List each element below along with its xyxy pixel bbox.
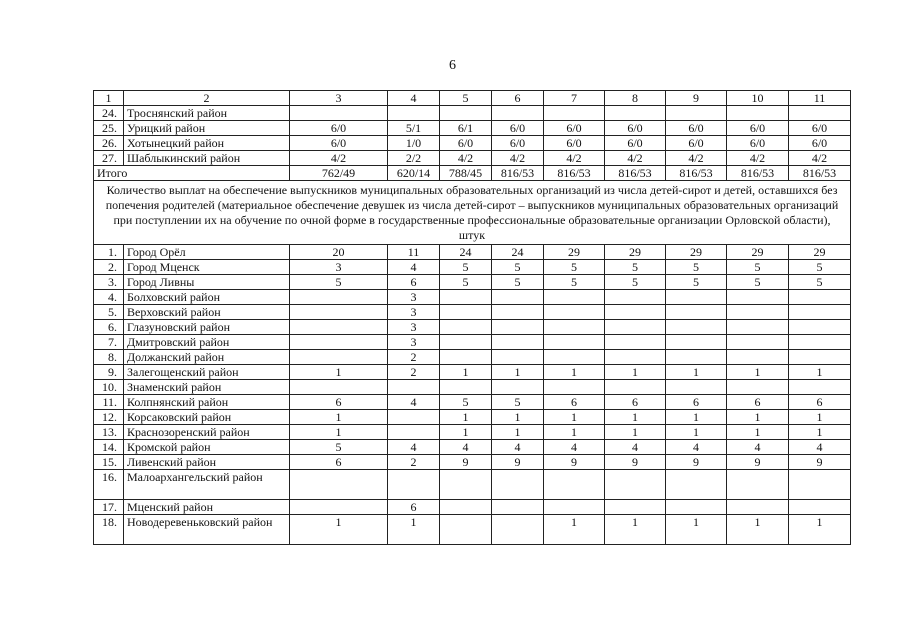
- value-cell: 6/1: [440, 121, 492, 136]
- table-row: [94, 305, 851, 320]
- value-cell: 5: [544, 275, 605, 290]
- value-cell: 1: [727, 410, 789, 425]
- table-row: [94, 320, 851, 335]
- row-number-cell: 5.: [94, 305, 124, 320]
- value-cell: 5: [544, 260, 605, 275]
- value-cell: [290, 320, 388, 335]
- column-number-cell: 3: [290, 91, 388, 106]
- district-name-cell: Глазуновский район: [124, 320, 290, 335]
- value-cell: [492, 350, 544, 365]
- column-number-cell: 5: [440, 91, 492, 106]
- value-cell: [727, 470, 789, 500]
- district-name-cell: Залегощенский район: [124, 365, 290, 380]
- value-cell: 1: [605, 365, 666, 380]
- value-cell: [440, 350, 492, 365]
- value-cell: 3: [290, 260, 388, 275]
- section-title-row: [94, 181, 851, 245]
- value-cell: [388, 410, 440, 425]
- value-cell: 1: [544, 410, 605, 425]
- value-cell: [605, 335, 666, 350]
- district-name-cell: Город Орёл: [124, 245, 290, 260]
- value-cell: [440, 380, 492, 395]
- district-name-cell: Дмитровский район: [124, 335, 290, 350]
- total-value-cell: 788/45: [440, 166, 492, 181]
- value-cell: 4: [605, 440, 666, 455]
- value-cell: 4/2: [544, 151, 605, 166]
- value-cell: 2: [388, 365, 440, 380]
- table-row: [94, 380, 851, 395]
- value-cell: 9: [544, 455, 605, 470]
- value-cell: 6: [605, 395, 666, 410]
- value-cell: 9: [492, 455, 544, 470]
- value-cell: [666, 320, 727, 335]
- total-value-cell: 816/53: [666, 166, 727, 181]
- value-cell: [440, 290, 492, 305]
- allocation-table: [93, 90, 851, 545]
- value-cell: 2: [388, 455, 440, 470]
- value-cell: 6: [727, 395, 789, 410]
- value-cell: 6/0: [605, 136, 666, 151]
- district-name-cell: Троснянский район: [124, 106, 290, 121]
- row-number-cell: 16.: [94, 470, 124, 500]
- table-row: [94, 395, 851, 410]
- value-cell: 5: [492, 275, 544, 290]
- table-row: [94, 455, 851, 470]
- value-cell: [605, 500, 666, 515]
- value-cell: 1: [290, 410, 388, 425]
- district-name-cell: Кромской район: [124, 440, 290, 455]
- value-cell: 24: [440, 245, 492, 260]
- total-row: [94, 166, 851, 181]
- value-cell: 4/2: [492, 151, 544, 166]
- value-cell: [388, 106, 440, 121]
- value-cell: [727, 290, 789, 305]
- row-number-cell: 7.: [94, 335, 124, 350]
- value-cell: 29: [666, 245, 727, 260]
- value-cell: [666, 305, 727, 320]
- row-number-cell: 24.: [94, 106, 124, 121]
- district-name-cell: Мценский район: [124, 500, 290, 515]
- value-cell: [440, 106, 492, 121]
- value-cell: 9: [789, 455, 851, 470]
- value-cell: 1: [544, 365, 605, 380]
- value-cell: [666, 380, 727, 395]
- value-cell: [727, 320, 789, 335]
- value-cell: 4: [544, 440, 605, 455]
- value-cell: 4/2: [666, 151, 727, 166]
- value-cell: [789, 320, 851, 335]
- value-cell: 3: [388, 305, 440, 320]
- value-cell: 1: [727, 365, 789, 380]
- value-cell: [666, 106, 727, 121]
- value-cell: 5: [290, 440, 388, 455]
- value-cell: 4: [789, 440, 851, 455]
- value-cell: 29: [605, 245, 666, 260]
- value-cell: 5: [440, 260, 492, 275]
- row-number-cell: 8.: [94, 350, 124, 365]
- value-cell: [605, 320, 666, 335]
- district-name-cell: Шаблыкинский район: [124, 151, 290, 166]
- row-number-cell: 11.: [94, 395, 124, 410]
- value-cell: 1: [492, 410, 544, 425]
- value-cell: 6: [290, 395, 388, 410]
- column-number-row: [94, 91, 851, 106]
- value-cell: 1: [544, 515, 605, 545]
- value-cell: [727, 350, 789, 365]
- value-cell: 1: [789, 425, 851, 440]
- total-value-cell: 816/53: [492, 166, 544, 181]
- value-cell: 6/0: [605, 121, 666, 136]
- district-name-cell: Колпнянский район: [124, 395, 290, 410]
- value-cell: [727, 335, 789, 350]
- value-cell: [440, 500, 492, 515]
- value-cell: 4/2: [789, 151, 851, 166]
- value-cell: 5: [727, 260, 789, 275]
- value-cell: 6/0: [492, 136, 544, 151]
- value-cell: 4/2: [727, 151, 789, 166]
- value-cell: [666, 350, 727, 365]
- value-cell: 1: [666, 410, 727, 425]
- table-row: [94, 500, 851, 515]
- value-cell: [727, 380, 789, 395]
- table-row: [94, 106, 851, 121]
- value-cell: [290, 380, 388, 395]
- value-cell: [492, 500, 544, 515]
- value-cell: 6/0: [290, 121, 388, 136]
- row-number-cell: 14.: [94, 440, 124, 455]
- value-cell: 5: [492, 260, 544, 275]
- value-cell: 5: [727, 275, 789, 290]
- value-cell: 6: [666, 395, 727, 410]
- value-cell: [605, 350, 666, 365]
- row-number-cell: 18.: [94, 515, 124, 545]
- value-cell: 6/0: [492, 121, 544, 136]
- value-cell: 6/0: [544, 121, 605, 136]
- district-name-cell: Должанский район: [124, 350, 290, 365]
- value-cell: [544, 290, 605, 305]
- table-row: [94, 121, 851, 136]
- column-number-cell: 10: [727, 91, 789, 106]
- table-row: [94, 260, 851, 275]
- value-cell: [492, 335, 544, 350]
- table-row: [94, 350, 851, 365]
- district-name-cell: Краснозоренский район: [124, 425, 290, 440]
- value-cell: [605, 290, 666, 305]
- row-number-cell: 3.: [94, 275, 124, 290]
- value-cell: [789, 290, 851, 305]
- value-cell: 1: [544, 425, 605, 440]
- value-cell: 1: [290, 515, 388, 545]
- value-cell: 4: [388, 440, 440, 455]
- value-cell: 6/0: [544, 136, 605, 151]
- column-number-cell: 1: [94, 91, 124, 106]
- value-cell: 1/0: [388, 136, 440, 151]
- total-value-cell: 816/53: [605, 166, 666, 181]
- value-cell: 4: [440, 440, 492, 455]
- value-cell: [789, 500, 851, 515]
- total-value-cell: 620/14: [388, 166, 440, 181]
- value-cell: [440, 470, 492, 500]
- total-value-cell: 816/53: [789, 166, 851, 181]
- value-cell: 29: [544, 245, 605, 260]
- value-cell: [544, 500, 605, 515]
- value-cell: 4: [388, 395, 440, 410]
- row-number-cell: 9.: [94, 365, 124, 380]
- table-row: [94, 470, 851, 500]
- value-cell: 9: [440, 455, 492, 470]
- column-number-cell: 8: [605, 91, 666, 106]
- table-row: [94, 515, 851, 545]
- value-cell: 1: [727, 425, 789, 440]
- value-cell: 3: [388, 290, 440, 305]
- value-cell: 6/0: [727, 121, 789, 136]
- value-cell: 4/2: [605, 151, 666, 166]
- value-cell: [290, 500, 388, 515]
- value-cell: 5: [440, 275, 492, 290]
- row-number-cell: 10.: [94, 380, 124, 395]
- value-cell: 6/0: [290, 136, 388, 151]
- section-title-cell: Количество выплат на обеспечение выпускников муниципальных образовательных организаций из числа детей-сирот и детей, оставшихся без попечения родителей (материальное обеспечение девушек из числа детей-сирот – выпускников муниципальных образовательных организаций при поступлении их на обучение по очной форме в государственные профессиональные образовательные организации Орловской области), штук: [94, 181, 851, 245]
- value-cell: [440, 305, 492, 320]
- value-cell: [492, 290, 544, 305]
- value-cell: 1: [290, 425, 388, 440]
- value-cell: [789, 350, 851, 365]
- value-cell: [492, 320, 544, 335]
- value-cell: 5: [666, 260, 727, 275]
- value-cell: 9: [605, 455, 666, 470]
- value-cell: [492, 305, 544, 320]
- value-cell: 1: [605, 410, 666, 425]
- value-cell: 4/2: [290, 151, 388, 166]
- table-row: [94, 365, 851, 380]
- value-cell: [440, 320, 492, 335]
- value-cell: 1: [290, 365, 388, 380]
- value-cell: [388, 425, 440, 440]
- district-name-cell: Город Мценск: [124, 260, 290, 275]
- value-cell: 1: [666, 365, 727, 380]
- row-number-cell: 6.: [94, 320, 124, 335]
- value-cell: 11: [388, 245, 440, 260]
- value-cell: 3: [388, 335, 440, 350]
- value-cell: [605, 305, 666, 320]
- value-cell: 5: [605, 275, 666, 290]
- total-value-cell: 816/53: [727, 166, 789, 181]
- value-cell: 1: [440, 425, 492, 440]
- value-cell: [727, 305, 789, 320]
- table-row: [94, 136, 851, 151]
- value-cell: [605, 106, 666, 121]
- value-cell: [789, 106, 851, 121]
- table-row: [94, 151, 851, 166]
- value-cell: 6: [544, 395, 605, 410]
- page-number: 6: [449, 58, 456, 73]
- value-cell: 6/0: [666, 121, 727, 136]
- district-name-cell: Болховский район: [124, 290, 290, 305]
- value-cell: [492, 106, 544, 121]
- value-cell: 6: [290, 455, 388, 470]
- value-cell: 2/2: [388, 151, 440, 166]
- value-cell: 1: [789, 365, 851, 380]
- value-cell: [666, 290, 727, 305]
- total-value-cell: 816/53: [544, 166, 605, 181]
- value-cell: 5: [789, 260, 851, 275]
- column-number-cell: 4: [388, 91, 440, 106]
- value-cell: [666, 500, 727, 515]
- district-name-cell: Хотынецкий район: [124, 136, 290, 151]
- district-name-cell: Ливенский район: [124, 455, 290, 470]
- column-number-cell: 7: [544, 91, 605, 106]
- value-cell: 6/0: [789, 136, 851, 151]
- value-cell: 9: [727, 455, 789, 470]
- value-cell: [492, 515, 544, 545]
- value-cell: 1: [789, 515, 851, 545]
- value-cell: [290, 290, 388, 305]
- value-cell: 5: [666, 275, 727, 290]
- row-number-cell: 12.: [94, 410, 124, 425]
- value-cell: 1: [727, 515, 789, 545]
- value-cell: 1: [388, 515, 440, 545]
- value-cell: 6/0: [440, 136, 492, 151]
- value-cell: [727, 106, 789, 121]
- value-cell: [290, 335, 388, 350]
- value-cell: [290, 350, 388, 365]
- district-name-cell: Корсаковский район: [124, 410, 290, 425]
- district-name-cell: Знаменский район: [124, 380, 290, 395]
- value-cell: 5: [605, 260, 666, 275]
- value-cell: [544, 380, 605, 395]
- table-row: [94, 245, 851, 260]
- column-number-cell: 11: [789, 91, 851, 106]
- total-value-cell: 762/49: [290, 166, 388, 181]
- value-cell: 6: [388, 500, 440, 515]
- row-number-cell: 17.: [94, 500, 124, 515]
- table-body: [94, 91, 851, 545]
- value-cell: 5: [789, 275, 851, 290]
- value-cell: [789, 305, 851, 320]
- value-cell: [544, 470, 605, 500]
- value-cell: 1: [666, 425, 727, 440]
- table-row: [94, 290, 851, 305]
- value-cell: [605, 470, 666, 500]
- row-number-cell: 13.: [94, 425, 124, 440]
- table-row: [94, 335, 851, 350]
- value-cell: 5: [290, 275, 388, 290]
- value-cell: [544, 350, 605, 365]
- column-number-cell: 9: [666, 91, 727, 106]
- value-cell: 1: [440, 365, 492, 380]
- value-cell: [544, 106, 605, 121]
- value-cell: [605, 380, 666, 395]
- table-row: [94, 275, 851, 290]
- value-cell: 29: [727, 245, 789, 260]
- value-cell: [666, 470, 727, 500]
- value-cell: 4/2: [440, 151, 492, 166]
- column-number-cell: 6: [492, 91, 544, 106]
- table-row: [94, 410, 851, 425]
- row-number-cell: 27.: [94, 151, 124, 166]
- value-cell: [727, 500, 789, 515]
- district-name-cell: Урицкий район: [124, 121, 290, 136]
- value-cell: 1: [440, 410, 492, 425]
- value-cell: [290, 470, 388, 500]
- table-row: [94, 440, 851, 455]
- value-cell: 3: [388, 320, 440, 335]
- row-number-cell: 26.: [94, 136, 124, 151]
- value-cell: [666, 335, 727, 350]
- value-cell: [544, 335, 605, 350]
- value-cell: [492, 470, 544, 500]
- value-cell: 1: [605, 515, 666, 545]
- value-cell: [789, 380, 851, 395]
- value-cell: 1: [789, 410, 851, 425]
- value-cell: [388, 380, 440, 395]
- row-number-cell: 15.: [94, 455, 124, 470]
- value-cell: 4: [388, 260, 440, 275]
- row-number-cell: 4.: [94, 290, 124, 305]
- district-name-cell: Новодеревеньковский район: [124, 515, 290, 545]
- row-number-cell: 2.: [94, 260, 124, 275]
- row-number-cell: 25.: [94, 121, 124, 136]
- column-number-cell: 2: [124, 91, 290, 106]
- value-cell: 24: [492, 245, 544, 260]
- value-cell: 5: [492, 395, 544, 410]
- value-cell: [290, 305, 388, 320]
- district-name-cell: Верховский район: [124, 305, 290, 320]
- value-cell: 20: [290, 245, 388, 260]
- value-cell: 6/0: [727, 136, 789, 151]
- value-cell: [290, 106, 388, 121]
- value-cell: 6: [388, 275, 440, 290]
- value-cell: [544, 320, 605, 335]
- value-cell: 4: [666, 440, 727, 455]
- value-cell: 5: [440, 395, 492, 410]
- value-cell: [440, 335, 492, 350]
- value-cell: 6: [789, 395, 851, 410]
- value-cell: [789, 335, 851, 350]
- total-label-cell: Итого: [94, 166, 290, 181]
- value-cell: 9: [666, 455, 727, 470]
- value-cell: 5/1: [388, 121, 440, 136]
- value-cell: 2: [388, 350, 440, 365]
- value-cell: 1: [666, 515, 727, 545]
- value-cell: [492, 380, 544, 395]
- value-cell: 4: [727, 440, 789, 455]
- value-cell: 4: [492, 440, 544, 455]
- value-cell: [440, 515, 492, 545]
- row-number-cell: 1.: [94, 245, 124, 260]
- value-cell: [388, 470, 440, 500]
- value-cell: 1: [605, 425, 666, 440]
- value-cell: 29: [789, 245, 851, 260]
- value-cell: 1: [492, 425, 544, 440]
- value-cell: [544, 305, 605, 320]
- district-name-cell: Город Ливны: [124, 275, 290, 290]
- value-cell: [789, 470, 851, 500]
- value-cell: 1: [492, 365, 544, 380]
- table-row: [94, 425, 851, 440]
- district-name-cell: Малоархангельский район: [124, 470, 290, 500]
- value-cell: 6/0: [666, 136, 727, 151]
- value-cell: 6/0: [789, 121, 851, 136]
